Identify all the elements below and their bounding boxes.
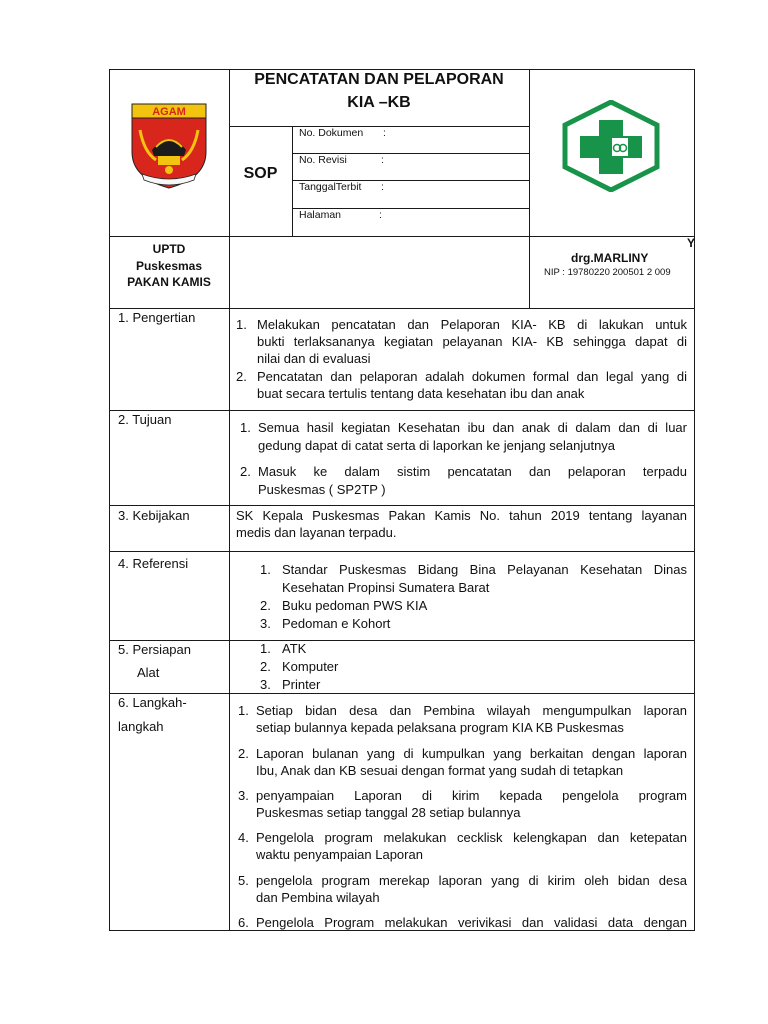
langkah-5-line2: dan Pembina wilayah xyxy=(256,890,380,905)
persiapan-num-1: 1. xyxy=(260,641,271,656)
persiapan-label-1: 5. Persiapan xyxy=(118,642,191,657)
tujuan-1-line1: Semua hasil kegiatan Kesehatan ibu dan anak di dalam dan di luar xyxy=(258,420,687,435)
table-border-left xyxy=(109,69,110,931)
langkah-num-2: 2. xyxy=(238,746,249,761)
doc-title-line2: KIA –KB xyxy=(347,94,411,111)
langkah-label-1: 6. Langkah- xyxy=(118,695,187,710)
persiapan-num-3: 3. xyxy=(260,677,271,692)
header-bottom-line xyxy=(109,308,695,309)
langkah-3-line2: Puskesmas setiap tanggal 28 setiap bulannya xyxy=(256,805,521,820)
langkah-num-1: 1. xyxy=(238,703,249,718)
meta-divider xyxy=(292,126,293,236)
org-name: PAKAN KAMIS xyxy=(127,275,211,289)
langkah-1-line1: Setiap bidan desa dan Pembina wilayah mengumpulkan laporan xyxy=(256,703,687,718)
persiapan-item-1: ATK xyxy=(282,641,307,656)
section-line-2 xyxy=(109,505,695,506)
referensi-1-line1: Standar Puskesmas Bidang Bina Pelayanan Kesehatan Dinas xyxy=(282,562,687,577)
meta-sep-terbit: : xyxy=(381,181,384,193)
tujuan-2-line1: Masuk ke dalam sistim pencatatan dan pelaporan terpadu xyxy=(258,464,687,479)
langkah-label-2: langkah xyxy=(118,719,164,734)
pengertian-num-1: 1. xyxy=(236,317,247,332)
org-uptd: UPTD xyxy=(152,242,186,256)
section-line-1 xyxy=(109,410,695,411)
label-column-divider xyxy=(229,308,230,931)
signer-nip: NIP : 19780220 200501 2 009 xyxy=(544,267,671,278)
langkah-num-4: 4. xyxy=(238,830,249,845)
tujuan-2-line2: Puskesmas ( SP2TP ) xyxy=(258,482,386,497)
puskesmas-logo xyxy=(562,100,660,192)
pengertian-1-line3: nilai dan di evaluasi xyxy=(257,351,371,366)
pengertian-label: 1. Pengertian xyxy=(118,310,196,325)
langkah-num-5: 5. xyxy=(238,873,249,888)
tujuan-1-line2: gedung dapat di catat serta di laporkan ke jenjang selanjutnya xyxy=(258,438,616,453)
doc-title-line1: PENCATATAN DAN PELAPORAN xyxy=(254,71,504,88)
langkah-1-line2: setiap bulannya kepada pelaksana program KIA KB Puskesmas xyxy=(256,720,624,735)
referensi-label: 4. Referensi xyxy=(118,556,189,571)
referensi-num-2: 2. xyxy=(260,598,271,613)
langkah-4-line1: Pengelola program melakukan cecklisk kelengkapan dan ketepatan xyxy=(256,830,687,845)
meta-label-terbit: TanggalTerbit xyxy=(299,181,362,193)
meta-sep-halaman: : xyxy=(379,209,382,221)
org-puskesmas: Puskesmas xyxy=(135,259,203,273)
section-line-3 xyxy=(109,551,695,552)
sign-mark: Y xyxy=(687,236,696,250)
kebijakan-line1: SK Kepala Puskesmas Pakan Kamis No. tahun 2019 tentang layanan xyxy=(236,508,687,523)
meta-label-dokumen: No. Dokumen xyxy=(299,127,364,139)
meta-sep-revisi: : xyxy=(381,154,384,166)
langkah-num-3: 3. xyxy=(238,788,249,803)
agam-logo-text: AGAM xyxy=(152,106,186,118)
langkah-4-line2: waktu penyampaian Laporan xyxy=(256,847,423,862)
signer-name: drg.MARLINY xyxy=(571,251,649,265)
langkah-2-line1: Laporan bulanan yang di kumpulkan yang berkaitan dengan laporan xyxy=(256,746,687,761)
meta-sep-dokumen: : xyxy=(383,127,386,139)
kebijakan-label: 3. Kebijakan xyxy=(118,508,190,523)
pengertian-1-line2: bukti terlaksananya kegiatan pelayanan KIA- KB sehingga dapat di xyxy=(257,334,687,349)
referensi-1-line2: Kesehatan Propinsi Sumatera Barat xyxy=(282,580,490,595)
langkah-6-line1: Pengelola Program melakukan verivikasi dan validasi data dengan xyxy=(256,915,687,930)
langkah-5-line1: pengelola program merekap laporan yang di kirim oleh bidan desa xyxy=(256,873,687,888)
agam-logo xyxy=(128,100,210,190)
header-divider-2 xyxy=(529,69,530,308)
header-row-line xyxy=(109,236,695,237)
title-bottom-line xyxy=(229,126,530,127)
langkah-num-6: 6. xyxy=(238,915,249,930)
meta-label-revisi: No. Revisi xyxy=(299,154,347,166)
langkah-2-line2: Ibu, Anak dan KB sesuai dengan format yang sudah di tetapkan xyxy=(256,763,624,778)
persiapan-num-2: 2. xyxy=(260,659,271,674)
referensi-3-line1: Pedoman e Kohort xyxy=(282,616,391,631)
pengertian-2-line2: buat secara tertulis tentang data kesehatan ibu dan anak xyxy=(257,386,585,401)
section-line-4 xyxy=(109,640,695,641)
meta-label-halaman: Halaman xyxy=(299,209,342,221)
pengertian-2-line1: Pencatatan dan pelaporan adalah dokumen formal dan legal yang di xyxy=(257,369,687,384)
referensi-num-3: 3. xyxy=(260,616,271,631)
langkah-3-line1: penyampaian Laporan di kirim kepada pengelola program xyxy=(256,788,687,803)
persiapan-item-3: Printer xyxy=(282,677,321,692)
sop-label: SOP xyxy=(243,165,278,182)
tujuan-label: 2. Tujuan xyxy=(118,412,172,427)
persiapan-label-2: Alat xyxy=(137,665,160,680)
section-line-5 xyxy=(109,693,695,694)
referensi-2-line1: Buku pedoman PWS KIA xyxy=(282,598,428,613)
pengertian-num-2: 2. xyxy=(236,369,247,384)
tujuan-num-2: 2. xyxy=(240,464,251,479)
table-border-right xyxy=(694,69,695,931)
persiapan-item-2: Komputer xyxy=(282,659,339,674)
pengertian-1-line1: Melakukan pencatatan dan Pelaporan KIA- KB di lakukan untuk xyxy=(257,317,687,332)
kebijakan-line2: medis dan layanan terpadu. xyxy=(236,525,397,540)
tujuan-num-1: 1. xyxy=(240,420,251,435)
referensi-num-1: 1. xyxy=(260,562,271,577)
